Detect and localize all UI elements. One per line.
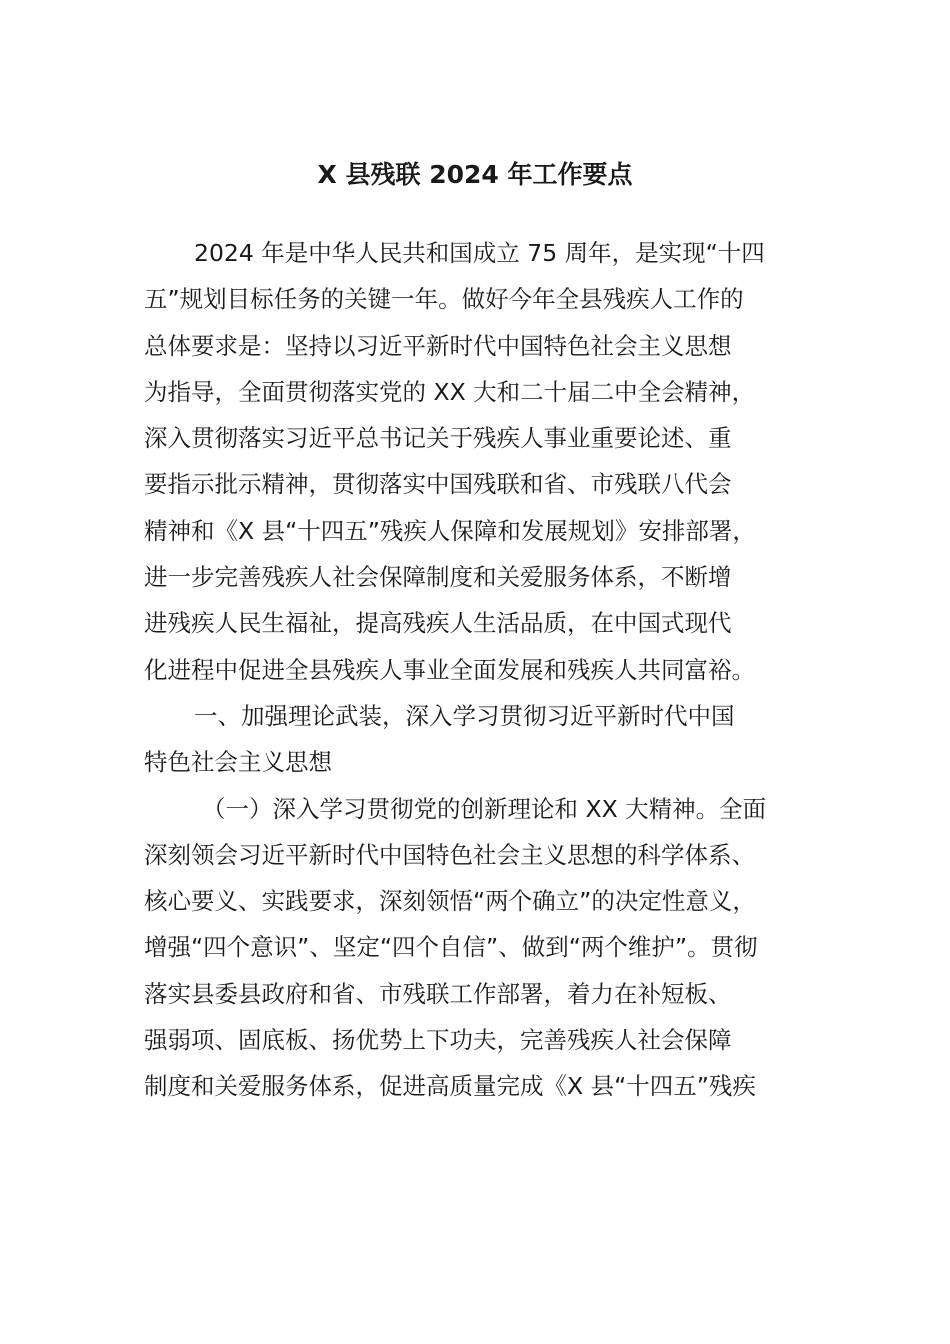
paragraph-1-line-4: 为指导，全面贯彻落实党的 XX 大和二十届二中全会精神， [144, 377, 756, 406]
paragraph-2-line-5: 落实县委县政府和省、市残联工作部署，着力在补短板、 [144, 979, 732, 1008]
paragraph-2-line-6: 强弱项、固底板、扬优势上下功夫，完善残疾人社会保障 [144, 1026, 732, 1055]
paragraph-1-line-3: 总体要求是：坚持以习近平新时代中国特色社会主义思想 [144, 331, 732, 360]
paragraph-2-line-4: 增强“四个意识”、坚定“四个自信”、做到“两个维护”。贯彻 [144, 933, 758, 962]
section-heading-line-2: 特色社会主义思想 [144, 748, 332, 777]
paragraph-2-line-2: 深刻领会习近平新时代中国特色社会主义思想的科学体系、 [144, 840, 755, 869]
paragraph-1-line-2: 五”规划目标任务的关键一年。做好今年全县残疾人工作的 [144, 285, 744, 314]
paragraph-1-line-1: 2024 年是中华人民共和国成立 75 周年，是实现“十四 [194, 239, 765, 267]
paragraph-1-line-8: 进一步完善残疾人社会保障制度和关爱服务体系，不断增 [144, 563, 732, 592]
paragraph-1-line-7: 精神和《X 县“十四五”残疾人保障和发展规划》安排部署， [144, 516, 756, 545]
paragraph-2-line-3: 核心要义、实践要求，深刻领悟“两个确立”的决定性意义， [144, 887, 756, 916]
paragraph-2-line-7: 制度和关爱服务体系，促进高质量完成《X 县“十四五”残疾 [144, 1072, 756, 1101]
paragraph-2-line-1: （一）深入学习贯彻党的创新理论和 XX 大精神。全面 [202, 794, 767, 823]
paragraph-1-line-6: 要指示批示精神，贯彻落实中国残联和省、市残联八代会 [144, 470, 732, 499]
document-title: X 县残联 2024 年工作要点 [317, 160, 633, 189]
paragraph-1-line-9: 进残疾人民生福祉，提高残疾人生活品质，在中国式现代 [144, 609, 732, 638]
document-body [144, 230, 809, 1110]
paragraph-1-line-10: 化进程中促进全县残疾人事业全面发展和残疾人共同富裕。 [144, 655, 755, 684]
section-heading-line-1: 一、加强理论武装，深入学习贯彻习近平新时代中国 [194, 701, 735, 730]
paragraph-1-line-5: 深入贯彻落实习近平总书记关于残疾人事业重要论述、重 [144, 424, 732, 453]
